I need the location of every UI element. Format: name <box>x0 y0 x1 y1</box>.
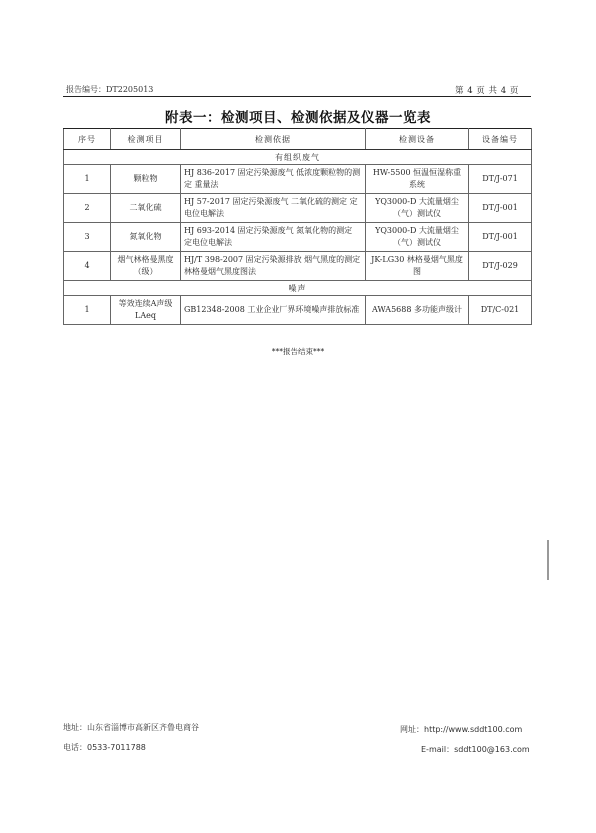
cell-device: YQ3000-D 大流量烟尘（气）测试仪 <box>366 194 469 223</box>
cell-no: 4 <box>64 252 111 281</box>
cell-no: 1 <box>64 296 111 325</box>
report-number: 报告编号：DT2205013 <box>66 85 154 94</box>
section-row-organized-gas <box>64 150 532 165</box>
cell-code: DT/J-071 <box>469 165 532 194</box>
report-end-note: ***报告结束*** <box>271 347 325 356</box>
cell-basis: HJ/T 398-2007 固定污染源排放 烟气黑度的测定 林格曼烟气黑度图法 <box>181 252 366 281</box>
cell-device: AWA5688 多功能声级计 <box>366 296 469 325</box>
page-title: 附表一：检测项目、检测依据及仪器一览表 <box>165 110 431 126</box>
section-label: 噪声 <box>64 281 532 296</box>
col-header-no: 序号 <box>64 129 111 150</box>
cell-item: 等效连续A声级 LAeq <box>111 296 181 325</box>
header-divider <box>63 96 531 97</box>
table-row <box>64 165 532 194</box>
table-header-row <box>64 129 532 150</box>
cell-item: 二氧化硫 <box>111 194 181 223</box>
cell-device: JK-LG30 林格曼烟气黑度图 <box>366 252 469 281</box>
footer-email: E-mail：sddt100@163.com <box>421 745 530 754</box>
table-row <box>64 296 532 325</box>
col-header-item: 检测项目 <box>111 129 181 150</box>
cell-device: YQ3000-D 大流量烟尘（气）测试仪 <box>366 223 469 252</box>
cell-code: DT/C-021 <box>469 296 532 325</box>
cell-code: DT/J-001 <box>469 194 532 223</box>
col-header-code: 设备编号 <box>469 129 532 150</box>
cell-basis: GB12348-2008 工业企业厂界环境噪声排放标准 <box>181 296 366 325</box>
cell-no: 1 <box>64 165 111 194</box>
cell-no: 2 <box>64 194 111 223</box>
footer-phone: 电话：0533-7011788 <box>63 743 146 752</box>
cell-basis: HJ 57-2017 固定污染源废气 二氧化硫的测定 定电位电解法 <box>181 194 366 223</box>
table-row <box>64 194 532 223</box>
table-row <box>64 252 532 281</box>
table-row <box>64 223 532 252</box>
cell-basis: HJ 693-2014 固定污染源废气 氮氧化物的测定 定电位电解法 <box>181 223 366 252</box>
cell-no: 3 <box>64 223 111 252</box>
footer-website: 网址：http://www.sddt100.com <box>400 725 523 734</box>
scan-edge-mark <box>547 540 549 580</box>
cell-item: 烟气林格曼黑度（级） <box>111 252 181 281</box>
footer-address: 地址：山东省淄博市高新区齐鲁电商谷 <box>63 723 199 732</box>
section-label: 有组织废气 <box>64 150 532 165</box>
cell-item: 颗粒物 <box>111 165 181 194</box>
section-row-noise <box>64 281 532 296</box>
col-header-device: 检测设备 <box>366 129 469 150</box>
cell-device: HW-5500 恒温恒湿称重系统 <box>366 165 469 194</box>
cell-code: DT/J-029 <box>469 252 532 281</box>
page-info: 第 4 页 共 4 页 <box>455 86 519 96</box>
col-header-basis: 检测依据 <box>181 129 366 150</box>
cell-code: DT/J-001 <box>469 223 532 252</box>
cell-basis: HJ 836-2017 固定污染源废气 低浓度颗粒物的测定 重量法 <box>181 165 366 194</box>
cell-item: 氮氧化物 <box>111 223 181 252</box>
instrument-table <box>63 128 532 325</box>
